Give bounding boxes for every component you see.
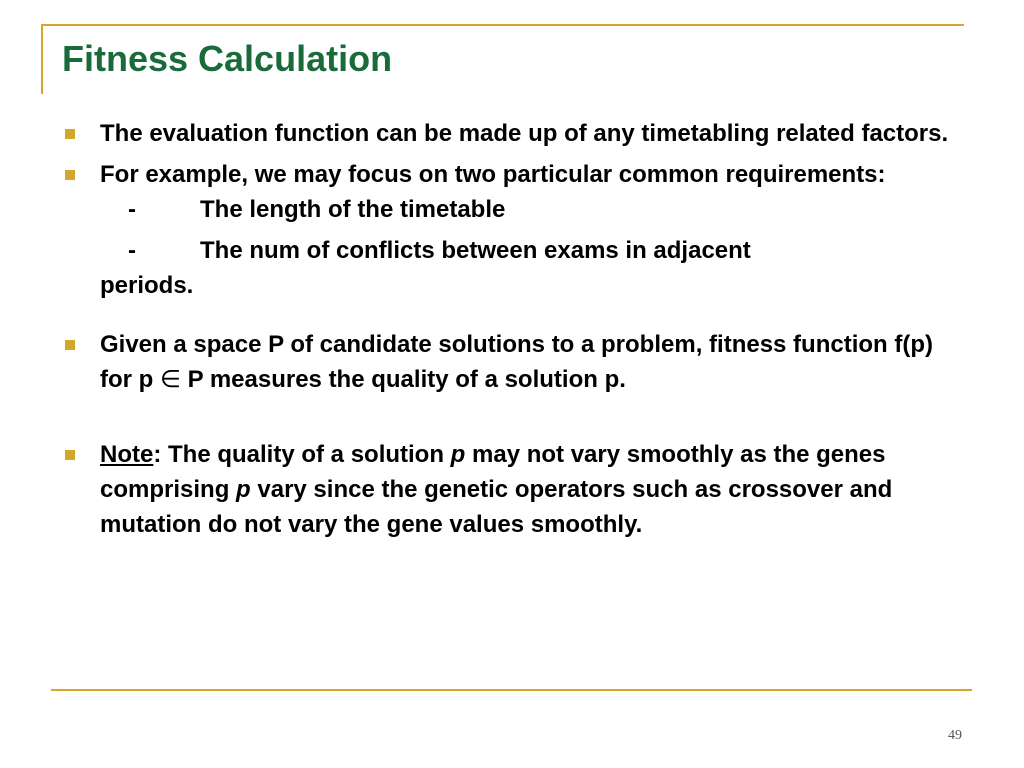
italic-variable: p xyxy=(236,476,251,503)
italic-variable: p xyxy=(450,441,466,468)
sub-item-text: The num of conflicts between exams in adjacent xyxy=(200,237,751,264)
square-bullet-icon xyxy=(65,129,75,139)
sub-item-dash: - xyxy=(128,196,136,223)
sub-item-text: The length of the timetable xyxy=(200,196,506,223)
bullet-item xyxy=(55,116,955,151)
sub-item-dash: - xyxy=(128,237,136,264)
square-bullet-icon xyxy=(65,340,75,350)
bullet-text-part: Given a space P of candidate solutions to a problem, fitness function f(p) for p xyxy=(100,331,934,393)
slide-title: Fitness Calculation xyxy=(62,38,393,79)
sub-item xyxy=(100,192,955,227)
bullet-item xyxy=(55,327,955,397)
slide-body xyxy=(55,116,955,542)
element-of-symbol: ∈ xyxy=(160,366,181,393)
sub-item-continuation: periods. xyxy=(100,272,194,299)
bullet-text-part: P measures the quality of a solution p. xyxy=(180,366,626,393)
bullet-text xyxy=(100,331,933,393)
note-label: Note xyxy=(100,441,154,468)
page-number: 49 xyxy=(948,728,962,743)
bullet-text-part: may not vary smoothly as the genes comprising xyxy=(100,441,886,503)
square-bullet-icon xyxy=(65,450,75,460)
bullet-text: For example, we may focus on two particular common requirements: xyxy=(100,161,886,188)
bullet-text-part: : The quality of a solution xyxy=(153,441,451,468)
title-horizontal-rule xyxy=(41,24,964,26)
square-bullet-icon xyxy=(65,170,75,180)
bullet-text xyxy=(100,441,892,538)
footer-rule xyxy=(51,689,972,691)
bullet-item xyxy=(55,437,955,542)
bullet-text: The evaluation function can be made up of any timetabling related factors. xyxy=(100,120,949,147)
title-vertical-rule xyxy=(41,24,43,94)
sub-item xyxy=(100,233,955,268)
bullet-item xyxy=(55,157,955,303)
bullet-text-part: vary since the genetic operators such as crossover and mutation do not vary the gene values smoothly. xyxy=(100,476,893,538)
